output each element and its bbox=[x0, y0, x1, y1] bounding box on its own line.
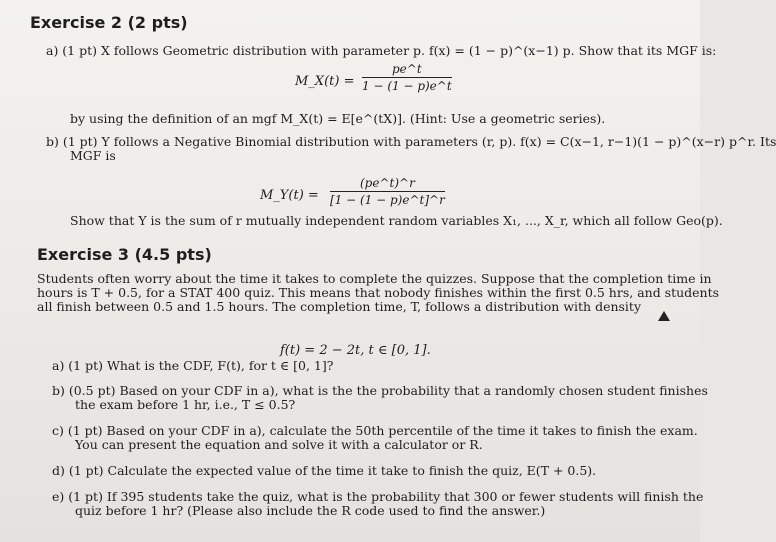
ex2-part-b-mgf-label: MGF is bbox=[70, 148, 116, 163]
ex3-question-b-line-1: b) (0.5 pt) Based on your CDF in a), what is the the probability that a randomly chosen student finishes bbox=[52, 383, 708, 398]
ex3-question-c-line-2: You can present the equation and solve it with a calculator or R. bbox=[75, 437, 483, 452]
ex3-question-a: a) (1 pt) What is the CDF, F(t), for t ∈ [0, 1]? bbox=[52, 358, 334, 373]
ex2-part-a-definition: by using the definition of an mgf M_X(t) = E[e^(tX)]. (Hint: Use a geometric series). bbox=[70, 111, 606, 126]
ex3-question-e-line-1: e) (1 pt) If 395 students take the quiz, what is the probability that 300 or fewer students will finish the bbox=[52, 489, 704, 504]
exercise-2-title: Exercise 2 (2 pts) bbox=[30, 13, 188, 32]
ex2-part-b-text: b) (1 pt) Y follows a Negative Binomial distribution with parameters (r, p). f(x) = C(x−1, r−1)(1 − p)^(x−r) p^r. Its bbox=[46, 134, 776, 149]
ex2-a-denominator: 1 − (1 − p)e^t bbox=[362, 79, 452, 93]
ex2-a-mgf-fraction bbox=[362, 62, 452, 93]
exercise-3-title: Exercise 3 (4.5 pts) bbox=[37, 245, 212, 264]
ex2-b-numerator: (pe^t)^r bbox=[330, 176, 445, 192]
ex3-question-c-line-1: c) (1 pt) Based on your CDF in a), calculate the 50th percentile of the time it takes to finish the exam. bbox=[52, 423, 698, 438]
ex2-a-numerator: pe^t bbox=[362, 62, 452, 78]
ex2-b-denominator: [1 − (1 − p)e^t]^r bbox=[330, 193, 445, 207]
ex3-question-e-line-2: quiz before 1 hr? (Please also include the R code used to find the answer.) bbox=[75, 503, 546, 518]
mouse-pointer-icon bbox=[658, 311, 670, 321]
ex2-b-mgf-lhs: M_Y(t) = bbox=[260, 188, 319, 203]
ex3-question-d: d) (1 pt) Calculate the expected value of the time it take to finish the quiz, E(T + 0.5). bbox=[52, 463, 597, 478]
ex2-a-mgf-lhs: M_X(t) = bbox=[295, 74, 355, 89]
ex2-b-mgf-fraction bbox=[330, 176, 445, 207]
ex3-question-b-line-2: the exam before 1 hr, i.e., T ≤ 0.5? bbox=[75, 397, 296, 412]
ex3-density-formula: f(t) = 2 − 2t, t ∈ [0, 1]. bbox=[280, 343, 431, 358]
ex2-part-a-text: a) (1 pt) X follows Geometric distribution with parameter p. f(x) = (1 − p)^(x−1) p. Show that its MGF is: bbox=[46, 43, 717, 58]
ex2-part-b-show: Show that Y is the sum of r mutually independent random variables X₁, ..., X_r, which all follow Geo(p). bbox=[70, 213, 723, 228]
ex3-intro-line-1: Students often worry about the time it takes to complete the quizzes. Suppose that the completion time in bbox=[37, 271, 712, 286]
ex3-intro-line-3: all finish between 0.5 and 1.5 hours. The completion time, T, follows a distribution with density bbox=[37, 299, 642, 314]
ex3-intro-line-2: hours is T + 0.5, for a STAT 400 quiz. This means that nobody finishes within the first 0.5 hrs, and students bbox=[37, 285, 720, 300]
